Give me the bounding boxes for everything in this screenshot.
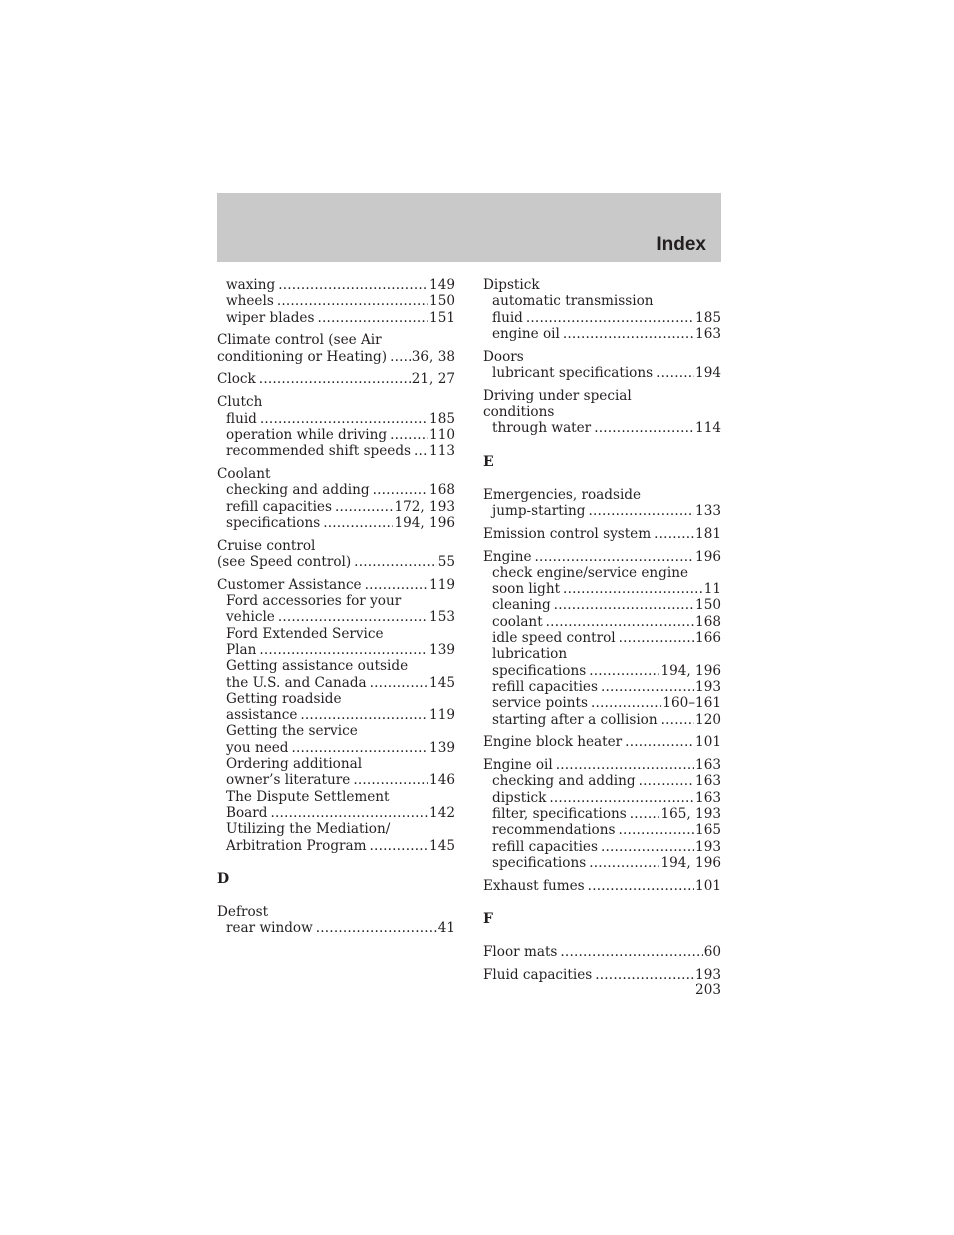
page-reference: 163 — [695, 325, 721, 342]
page-reference: 193 — [695, 678, 721, 695]
page-reference: 110 — [429, 426, 455, 443]
page-reference: 145 — [429, 837, 455, 854]
index-entry — [483, 388, 721, 437]
page-reference: 151 — [429, 309, 455, 326]
page-title: Index — [656, 234, 706, 255]
index-subentry-line — [217, 789, 455, 805]
index-subentry-line — [217, 482, 455, 498]
index-entry — [217, 577, 455, 854]
index-subentry-line — [217, 443, 455, 459]
index-entry — [217, 277, 455, 326]
entry-text: lubricant specifications — [492, 364, 654, 381]
page-reference: 160–161 — [662, 695, 721, 712]
entry-text: soon light — [492, 581, 561, 598]
index-entry — [217, 466, 455, 531]
entry-text: refill capacities — [492, 678, 598, 695]
entry-text: refill capacities — [492, 838, 598, 855]
dot-leader — [588, 503, 694, 519]
entry-text: lubrication — [492, 646, 568, 663]
index-subentry-line — [483, 581, 721, 597]
index-entry — [483, 549, 721, 728]
index-entry — [483, 526, 721, 542]
entry-text: fluid — [226, 410, 257, 427]
index-entry — [483, 757, 721, 871]
section-letter: E — [483, 453, 494, 470]
index-subentry-line — [217, 805, 455, 821]
index-subentry-line — [483, 310, 721, 326]
page-reference: 133 — [695, 502, 721, 519]
dot-leader — [270, 805, 428, 821]
entry-text: specifications — [226, 514, 321, 531]
entry-text: engine oil — [492, 325, 560, 342]
page-reference: 146 — [429, 772, 455, 789]
entry-text: Plan — [226, 641, 257, 658]
dot-leader — [591, 695, 661, 711]
page-reference: 185 — [695, 309, 721, 326]
entry-text: Doors — [483, 348, 524, 365]
entry-text: dipstick — [492, 789, 547, 806]
index-subentry-line — [483, 293, 721, 309]
entry-text: conditions — [483, 404, 555, 421]
entry-text: specifications — [492, 662, 587, 679]
dot-leader — [259, 371, 411, 387]
entry-text: the U.S. and Canada — [226, 674, 367, 691]
dot-leader — [601, 839, 694, 855]
dot-leader — [354, 554, 437, 570]
entry-text: Ford accessories for your — [226, 593, 402, 610]
index-subentry-line — [483, 790, 721, 806]
dot-leader — [535, 549, 695, 565]
index-subentry-line — [483, 839, 721, 855]
index-entry-line — [483, 757, 721, 773]
dot-leader — [556, 757, 694, 773]
page-reference: 185 — [429, 410, 455, 427]
entry-text: Clutch — [217, 394, 263, 411]
entry-text: owner’s literature — [226, 772, 351, 789]
section-letter: D — [217, 870, 230, 887]
dot-leader — [619, 630, 694, 646]
entry-text: cleaning — [492, 597, 551, 614]
index-entry-line — [483, 404, 721, 420]
index-entry — [217, 332, 455, 365]
index-subentry-line — [217, 658, 455, 674]
entry-text: Customer Assistance — [217, 576, 362, 593]
page-reference: 166 — [695, 630, 721, 647]
entry-text: automatic transmission — [492, 293, 654, 310]
entry-text: Engine block heater — [483, 734, 623, 751]
page-reference: 101 — [695, 877, 721, 894]
index-entry — [217, 371, 455, 387]
dot-leader — [549, 790, 694, 806]
page-reference: 149 — [429, 277, 455, 293]
entry-text: Ford Extended Service — [226, 625, 384, 642]
index-entry-line — [483, 349, 721, 365]
entry-text: Climate control (see Air — [217, 332, 382, 349]
index-entry — [217, 904, 455, 937]
index-entry-line — [483, 944, 721, 960]
index-subentry-line — [483, 597, 721, 613]
index-entry-line — [217, 371, 455, 387]
index-entry — [483, 878, 721, 894]
index-subentry-line — [217, 691, 455, 707]
dot-leader — [353, 772, 428, 788]
entry-text: Driving under special — [483, 387, 632, 404]
page-reference: 168 — [429, 482, 455, 499]
page-reference: 11 — [703, 581, 721, 598]
index-subentry-line — [217, 642, 455, 658]
entry-text: starting after a collision — [492, 711, 658, 728]
section-header-bar — [217, 193, 721, 262]
entry-text: Coolant — [217, 465, 271, 482]
page-reference: 194 — [695, 364, 721, 381]
entry-text: Getting roadside — [226, 690, 342, 707]
entry-text: Exhaust fumes — [483, 877, 585, 894]
index-entry-line — [483, 549, 721, 565]
index-entry-line — [217, 394, 455, 410]
entry-text: Getting the service — [226, 723, 358, 740]
page-reference: 168 — [695, 613, 721, 630]
entry-text: service points — [492, 695, 588, 712]
entry-text: Emission control system — [483, 525, 652, 542]
dot-leader — [654, 526, 694, 542]
index-subentry-line — [483, 326, 721, 342]
dot-leader — [373, 482, 428, 498]
entry-text: Defrost — [217, 903, 269, 920]
page-reference: 139 — [429, 739, 455, 756]
dot-leader — [595, 967, 694, 983]
entry-text: Dipstick — [483, 277, 540, 293]
entry-text: Engine — [483, 548, 532, 565]
index-subentry-line — [217, 515, 455, 531]
dot-leader — [554, 597, 694, 613]
dot-leader — [656, 365, 694, 381]
entry-text: Clock — [217, 371, 256, 388]
entry-text: Fluid capacities — [483, 966, 593, 983]
index-entry-line — [483, 734, 721, 750]
entry-text: through water — [492, 420, 592, 437]
index-subentry-line — [483, 503, 721, 519]
index-subentry-line — [217, 593, 455, 609]
index-column-left — [217, 277, 455, 936]
index-subentry-line — [217, 772, 455, 788]
index-entry — [483, 734, 721, 750]
entry-text: checking and adding — [226, 482, 370, 499]
entry-text: (see Speed control) — [217, 553, 352, 570]
dot-leader — [589, 663, 659, 679]
page-reference: 21, 27 — [411, 371, 455, 388]
index-entry-line — [483, 967, 721, 983]
index-subentry-line — [217, 277, 455, 293]
index-entry-line — [483, 277, 721, 293]
index-subentry-line — [217, 675, 455, 691]
entry-text: assistance — [226, 707, 298, 724]
index-subentry-line — [483, 565, 721, 581]
index-subentry-line — [483, 614, 721, 630]
entry-text: Emergencies, roadside — [483, 486, 642, 503]
index-entry-line — [217, 538, 455, 554]
entry-text: idle speed control — [492, 630, 616, 647]
entry-text: Cruise control — [217, 537, 316, 554]
dot-leader — [370, 838, 429, 854]
index-entry-line — [217, 349, 455, 365]
entry-text: Getting assistance outside — [226, 658, 409, 675]
index-subentry-line — [217, 293, 455, 309]
dot-leader — [546, 614, 694, 630]
entry-text: filter, specifications — [492, 806, 627, 823]
dot-leader — [370, 675, 428, 691]
index-subentry-line — [217, 920, 455, 936]
dot-leader — [563, 326, 694, 342]
entry-text: Ordering additional — [226, 756, 363, 773]
page-reference: 163 — [695, 789, 721, 806]
page-reference: 114 — [695, 420, 721, 437]
entry-text: fluid — [492, 309, 523, 326]
index-subentry-line — [217, 609, 455, 625]
dot-leader — [323, 515, 393, 531]
index-subentry-line — [217, 740, 455, 756]
entry-text: specifications — [492, 854, 587, 871]
index-subentry-line — [217, 838, 455, 854]
entry-text: rear window — [226, 920, 313, 937]
index-entry — [483, 967, 721, 983]
entry-text: Arbitration Program — [226, 837, 367, 854]
dot-leader — [625, 734, 694, 750]
index-entry — [483, 944, 721, 960]
entry-text: recommended shift speeds — [226, 443, 412, 460]
entry-text: coolant — [492, 613, 543, 630]
index-subentry-line — [217, 499, 455, 515]
page-reference: 193 — [695, 966, 721, 983]
entry-text: wiper blades — [226, 309, 315, 326]
dot-leader — [365, 577, 428, 593]
page-reference: 153 — [429, 609, 455, 626]
dot-leader — [277, 293, 428, 309]
page-reference: 165, 193 — [660, 806, 721, 823]
dot-leader — [316, 920, 437, 936]
index-subentry-line — [217, 756, 455, 772]
page-reference: 194, 196 — [660, 662, 721, 679]
page-reference: 165 — [695, 822, 721, 839]
index-subentry-line — [483, 663, 721, 679]
index-subentry-line — [217, 723, 455, 739]
index-entry — [483, 487, 721, 520]
entry-text: checking and adding — [492, 773, 636, 790]
index-entry — [483, 349, 721, 382]
entry-text: check engine/service engine — [492, 564, 688, 581]
page-reference: 194, 196 — [394, 514, 455, 531]
index-entry-line — [483, 878, 721, 894]
index-subentry-line — [217, 707, 455, 723]
index-subentry-line — [217, 427, 455, 443]
page-reference: 196 — [695, 548, 721, 565]
page-reference: 119 — [429, 576, 455, 593]
index-subentry-line — [217, 310, 455, 326]
dot-leader — [260, 411, 428, 427]
page-number: 203 — [695, 982, 721, 998]
index-subentry-line — [217, 626, 455, 642]
index-entry-line — [217, 577, 455, 593]
dot-leader — [563, 581, 703, 597]
index-subentry-line — [483, 420, 721, 436]
entry-text: vehicle — [226, 609, 275, 626]
page-reference: 119 — [429, 707, 455, 724]
index-column-right — [483, 277, 721, 983]
index-subentry-line — [483, 773, 721, 789]
index-subentry-line — [483, 630, 721, 646]
index-entry-line — [217, 466, 455, 482]
index-entry-line — [217, 554, 455, 570]
dot-leader — [278, 277, 428, 293]
index-subentry-line — [483, 712, 721, 728]
entry-text: Engine oil — [483, 757, 553, 774]
dot-leader — [630, 806, 660, 822]
index-subentry-line — [217, 411, 455, 427]
index-entry — [217, 394, 455, 459]
index-entry-line — [483, 487, 721, 503]
dot-leader — [560, 944, 702, 960]
dot-leader — [526, 310, 694, 326]
page-reference: 60 — [703, 944, 721, 960]
dot-leader — [601, 679, 694, 695]
index-entry — [217, 538, 455, 571]
index-entry-line — [217, 332, 455, 348]
entry-text: operation while driving — [226, 426, 388, 443]
entry-text: Floor mats — [483, 944, 558, 960]
dot-leader — [300, 707, 428, 723]
entry-text: jump-starting — [492, 502, 586, 519]
index-entry-line — [483, 526, 721, 542]
index-subentry-line — [483, 679, 721, 695]
index-entry — [483, 277, 721, 342]
page-reference: 145 — [429, 674, 455, 691]
entry-text: Board — [226, 804, 268, 821]
dot-leader — [639, 773, 694, 789]
page-reference: 55 — [437, 553, 455, 570]
entry-text: you need — [226, 739, 289, 756]
page-reference: 120 — [695, 711, 721, 728]
page-reference: 150 — [429, 293, 455, 310]
dot-leader — [589, 855, 659, 871]
page-reference: 113 — [429, 443, 455, 460]
dot-leader — [292, 740, 429, 756]
entry-text: recommendations — [492, 822, 616, 839]
page-reference: 163 — [695, 773, 721, 790]
page-reference: 163 — [695, 757, 721, 774]
page-reference: 139 — [429, 641, 455, 658]
index-subentry-line — [483, 365, 721, 381]
page-reference: 41 — [437, 920, 455, 937]
index-subentry-line — [483, 822, 721, 838]
page-reference: 101 — [695, 734, 721, 751]
index-subentry-line — [483, 806, 721, 822]
dot-leader — [390, 427, 428, 443]
index-subentry-line — [217, 821, 455, 837]
dot-leader — [335, 499, 394, 515]
dot-leader — [618, 822, 694, 838]
dot-leader — [661, 712, 694, 728]
entry-text: wheels — [226, 293, 274, 310]
dot-leader — [259, 642, 428, 658]
dot-leader — [317, 310, 428, 326]
page-reference: 194, 196 — [660, 854, 721, 871]
page-reference: 150 — [695, 597, 721, 614]
index-subentry-line — [483, 646, 721, 662]
page-reference: 36, 38 — [411, 348, 455, 365]
dot-leader — [278, 609, 428, 625]
page-reference: 181 — [695, 525, 721, 542]
entry-text: The Dispute Settlement — [226, 788, 390, 805]
entry-text: conditioning or Heating) — [217, 348, 388, 365]
index-subentry-line — [483, 855, 721, 871]
dot-leader — [390, 349, 411, 365]
index-entry-line — [217, 904, 455, 920]
index-subentry-line — [483, 695, 721, 711]
dot-leader — [594, 420, 694, 436]
page-reference: 193 — [695, 838, 721, 855]
index-entry-line — [483, 388, 721, 404]
section-letter: F — [483, 911, 493, 927]
entry-text: waxing — [226, 277, 276, 293]
entry-text: Utilizing the Mediation/ — [226, 821, 391, 838]
page-reference: 142 — [429, 804, 455, 821]
entry-text: refill capacities — [226, 498, 332, 515]
dot-leader — [414, 443, 428, 459]
page-reference: 172, 193 — [394, 498, 455, 515]
dot-leader — [588, 878, 694, 894]
